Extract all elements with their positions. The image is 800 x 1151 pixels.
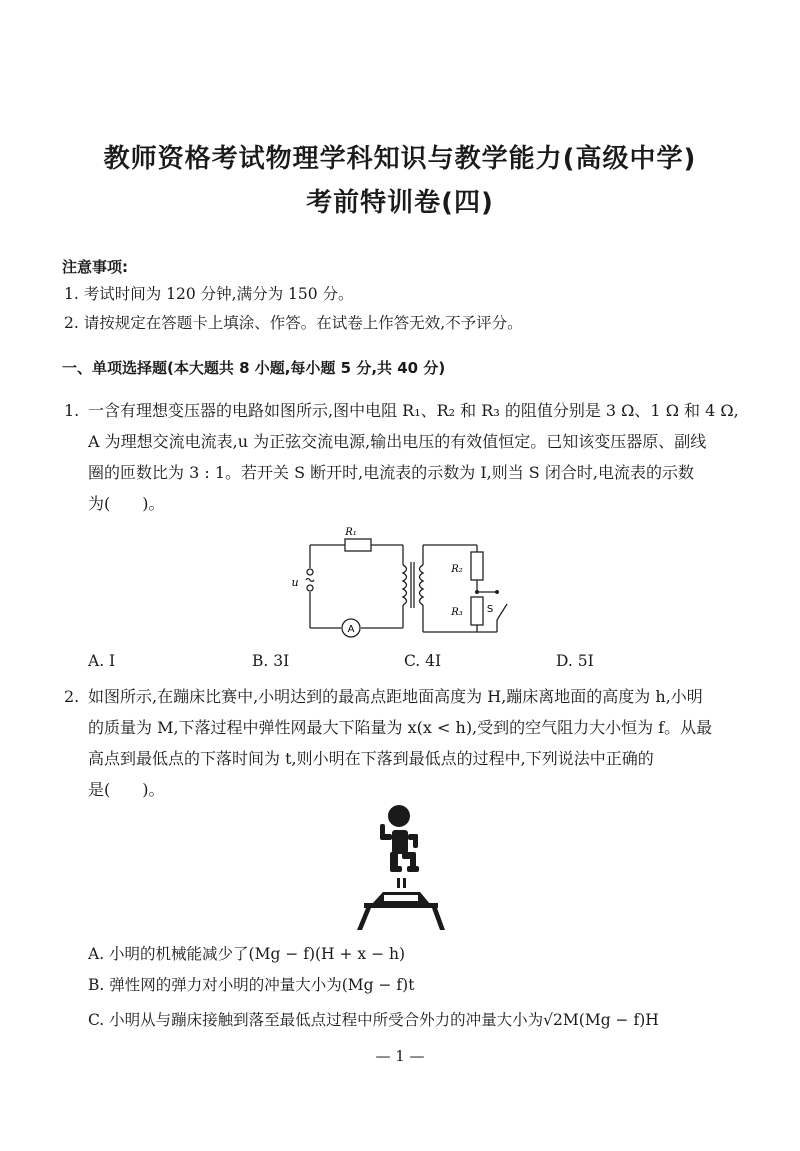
switch-label: S xyxy=(486,604,494,615)
option-b: B. 3I xyxy=(252,652,290,670)
section-heading: 一、单项选择题(本大题共 8 小题,每小题 5 分,共 40 分) xyxy=(62,359,446,377)
option-c: C. 小明从与蹦床接触到落至最低点过程中所受合外力的冲量大小为√2M(Mg − f)H xyxy=(88,1011,659,1029)
question-2-text xyxy=(88,681,768,805)
question-line: 一含有理想变压器的电路如图所示,图中电阻 R₁、R₂ 和 R₃ 的阻值分别是 3 Ω、1 Ω 和 4 Ω, xyxy=(88,401,739,420)
page-subtitle: 考前特训卷(四) xyxy=(306,188,494,218)
option-b: B. 弹性网的弹力对小明的冲量大小为(Mg − f)t xyxy=(88,976,415,994)
r3-label: R₃ xyxy=(451,607,463,618)
question-number: 2. xyxy=(64,687,80,706)
question-1-text xyxy=(88,395,768,519)
page-number: — 1 — xyxy=(375,1047,425,1065)
option-a: A. 小明的机械能减少了(Mg − f)(H + x − h) xyxy=(88,945,406,963)
question-line: 是( )。 xyxy=(88,780,165,799)
page-title: 教师资格考试物理学科知识与教学能力(高级中学) xyxy=(103,144,697,174)
question-line: 高点到最低点的下落时间为 t,则小明在下落到最低点的过程中,下列说法中正确的 xyxy=(88,749,654,768)
notice-heading: 注意事项: xyxy=(62,258,128,276)
question-line: 为( )。 xyxy=(88,494,165,513)
trampoline-figure xyxy=(350,800,450,935)
option-c: C. 4I xyxy=(404,652,442,670)
question-line: 圈的匝数比为 3 : 1。若开关 S 断开时,电流表的示数为 I,则当 S 闭合时,电流表的示数 xyxy=(88,463,694,482)
ammeter-icon: A xyxy=(347,624,355,635)
r1-label: R₁ xyxy=(345,527,357,538)
question-number: 1. xyxy=(64,401,80,420)
question-line: A 为理想交流电流表,u 为正弦交流电源,输出电压的有效值恒定。已知该变压器原、副线 xyxy=(88,432,707,451)
option-d: D. 5I xyxy=(556,652,594,670)
notice-item: 1. 考试时间为 120 分钟,满分为 150 分。 xyxy=(64,285,354,303)
question-line: 的质量为 M,下落过程中弹性网最大下陷量为 x(x < h),受到的空气阻力大小恒为 f。从最 xyxy=(88,718,713,737)
u-label: u xyxy=(291,576,299,589)
r2-label: R₂ xyxy=(451,564,463,575)
option-a: A. I xyxy=(88,652,116,670)
notice-item: 2. 请按规定在答题卡上填涂、作答。在试卷上作答无效,不予评分。 xyxy=(64,314,523,332)
circuit-diagram xyxy=(285,520,525,645)
question-line: 如图所示,在蹦床比赛中,小明达到的最高点距地面高度为 H,蹦床离地面的高度为 h,小明 xyxy=(88,687,703,706)
